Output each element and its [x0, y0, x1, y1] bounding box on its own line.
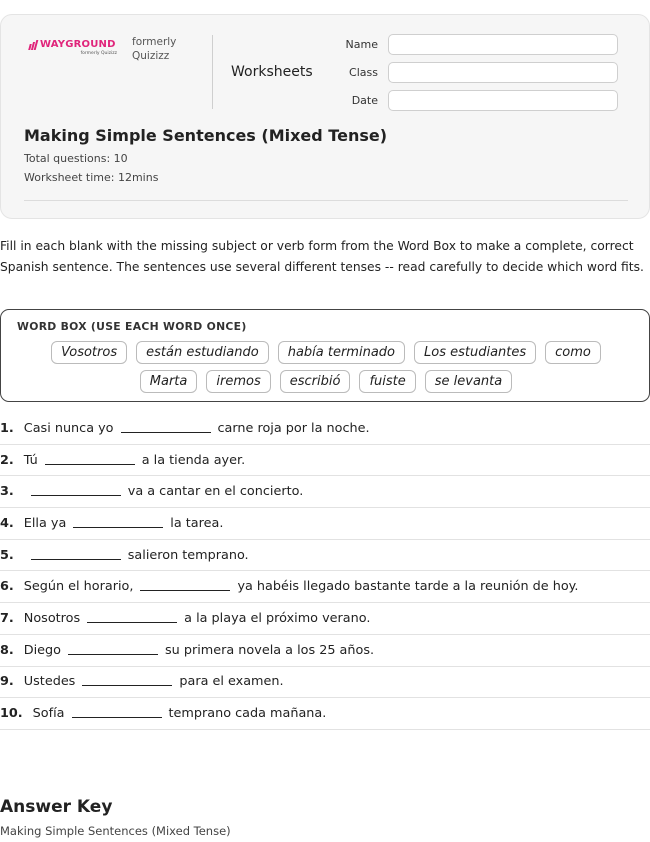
class-field-row — [331, 62, 618, 83]
total-questions: Total questions: 10 — [24, 152, 128, 165]
question-row — [0, 667, 650, 699]
name-field[interactable] — [388, 34, 618, 55]
answer-blank[interactable] — [72, 717, 162, 718]
class-field[interactable] — [388, 62, 618, 83]
answer-blank[interactable] — [45, 464, 135, 465]
question-number: 8. — [0, 642, 14, 658]
worksheet-title: Making Simple Sentences (Mixed Tense) — [24, 126, 388, 145]
word-box-row-1 — [1, 341, 650, 364]
question-text-after: su primera novela a los 25 años. — [165, 642, 375, 658]
question-list — [0, 413, 650, 730]
question-row — [0, 413, 650, 445]
logo-mark-icon — [29, 40, 37, 50]
answer-blank[interactable] — [73, 527, 163, 528]
question-text-after: ya habéis llegado bastante tarde a la reunión de hoy. — [237, 579, 579, 595]
answer-blank[interactable] — [31, 495, 121, 496]
word-box-title: WORD BOX (USE EACH WORD ONCE) — [17, 320, 247, 333]
word-chip: iremos — [206, 370, 270, 393]
question-text-before: Según el horario, — [23, 579, 134, 595]
date-label: Date — [351, 94, 378, 107]
question-row — [0, 635, 650, 667]
worksheet-header — [0, 14, 650, 219]
question-number: 1. — [0, 420, 14, 436]
question-number: 3. — [0, 484, 14, 500]
word-chip: había terminado — [278, 341, 405, 364]
question-text-after: la tarea. — [170, 515, 224, 531]
name-field-row — [331, 34, 618, 55]
question-text-before: Ustedes — [23, 674, 76, 690]
instructions: Fill in each blank with the missing subject or verb form from the Word Box to make a complete, correct Spanish sentence. The sentences use several different tenses -- read carefully to decide which word fits. — [0, 239, 644, 274]
question-text-after: salieron temprano. — [127, 547, 249, 563]
question-text-before: Ella ya — [23, 515, 67, 531]
question-number: 4. — [0, 515, 14, 531]
header-divider — [212, 35, 213, 109]
question-text-after: va a cantar en el concierto. — [127, 484, 304, 500]
question-number: 5. — [0, 547, 14, 563]
question-text-before: Tú — [23, 452, 38, 468]
word-chip: Los estudiantes — [414, 341, 536, 364]
answer-blank[interactable] — [68, 654, 158, 655]
answer-blank[interactable] — [121, 432, 211, 433]
section-label: Worksheets — [231, 64, 313, 80]
answer-blank[interactable] — [82, 685, 172, 686]
question-row — [0, 445, 650, 477]
question-text-before: Casi nunca yo — [23, 420, 114, 436]
question-number: 6. — [0, 579, 14, 595]
question-text-after: para el examen. — [179, 674, 284, 690]
question-text-before: Diego — [23, 642, 62, 658]
question-text-after: temprano cada mañana. — [168, 706, 327, 722]
question-row — [0, 508, 650, 540]
date-field[interactable] — [388, 90, 618, 111]
word-box-row-2 — [1, 370, 650, 393]
word-chip: Vosotros — [51, 341, 127, 364]
question-text-after: a la playa el próximo verano. — [184, 610, 371, 626]
word-chip: escribió — [280, 370, 351, 393]
answer-blank[interactable] — [31, 559, 121, 560]
logo-subtext: formerly Quizizz — [80, 51, 117, 56]
class-label: Class — [349, 66, 378, 79]
answer-key-subtitle: Making Simple Sentences (Mixed Tense) — [0, 824, 231, 838]
word-chip: se levanta — [425, 370, 512, 393]
word-box — [0, 309, 650, 402]
question-text-after: a la tienda ayer. — [141, 452, 246, 468]
question-number: 2. — [0, 452, 14, 468]
question-row — [0, 698, 650, 730]
question-number: 10. — [0, 706, 23, 722]
word-chip: Marta — [140, 370, 198, 393]
date-field-row — [331, 90, 618, 111]
question-row — [0, 540, 650, 572]
question-row — [0, 571, 650, 603]
name-label: Name — [345, 38, 378, 51]
header-rule — [24, 200, 628, 201]
word-chip: están estudiando — [136, 341, 269, 364]
question-row — [0, 476, 650, 508]
worksheet-time: Worksheet time: 12mins — [24, 171, 159, 184]
answer-blank[interactable] — [87, 622, 177, 623]
word-chip: fuiste — [359, 370, 415, 393]
answer-blank[interactable] — [140, 590, 230, 591]
question-text-after: carne roja por la noche. — [217, 420, 370, 436]
question-number: 9. — [0, 674, 14, 690]
formerly-label: formerly Quizizz — [132, 36, 177, 62]
word-chip: como — [545, 341, 601, 364]
question-text-before: Nosotros — [23, 610, 81, 626]
question-number: 7. — [0, 610, 14, 626]
answer-key-title: Answer Key — [0, 797, 113, 817]
wayground-logo — [29, 39, 117, 56]
logo-text: WAYGROUND — [40, 39, 116, 50]
question-row — [0, 603, 650, 635]
question-text-before: Sofía — [32, 706, 65, 722]
